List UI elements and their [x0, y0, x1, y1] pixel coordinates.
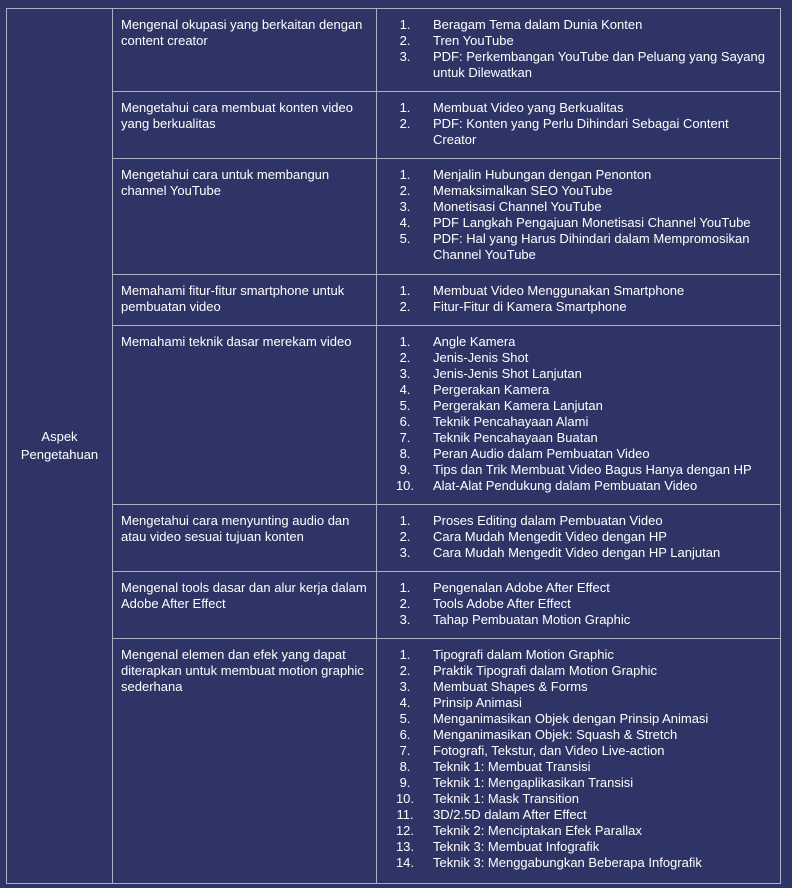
list-item-text: Peran Audio dalam Pembuatan Video — [433, 446, 650, 461]
list-item-text: Menganimasikan Objek: Squash & Stretch — [433, 727, 678, 742]
list-item-text: Menganimasikan Objek dengan Prinsip Animasi — [433, 711, 709, 726]
list-item-text: Tren YouTube — [433, 33, 514, 48]
list-item — [377, 823, 770, 839]
list-item — [377, 612, 770, 628]
table-row — [7, 275, 781, 326]
list-item — [377, 116, 770, 148]
list-item — [377, 679, 770, 695]
list-item-number: 5. — [399, 711, 411, 726]
table-row — [7, 326, 781, 505]
list-item — [377, 231, 770, 263]
list-item-number: 1. — [399, 334, 411, 349]
table-row — [7, 572, 781, 639]
list-item — [377, 49, 770, 81]
list-item-text: Teknik 2: Menciptakan Efek Parallax — [433, 823, 642, 838]
list-item-number: 1. — [399, 100, 411, 115]
list-item — [377, 839, 770, 855]
list-item-text: Teknik 3: Membuat Infografik — [433, 839, 600, 854]
list-item-number: 14. — [395, 855, 415, 870]
aspect-label: Aspek Pengetahuan — [20, 429, 99, 462]
list-item — [377, 167, 770, 183]
syllabus-table — [6, 8, 781, 884]
list-item-number: 9. — [399, 462, 411, 477]
list-item — [377, 580, 770, 596]
list-item-number: 3. — [399, 545, 411, 560]
list-item-text: Proses Editing dalam Pembuatan Video — [433, 513, 663, 528]
list-item-number: 2. — [399, 529, 411, 544]
list-item — [377, 33, 770, 49]
list-item-text: Jenis-Jenis Shot — [433, 350, 529, 365]
list-item-number: 4. — [399, 382, 411, 397]
list-item-text: 3D/2.5D dalam After Effect — [433, 807, 587, 822]
list-item-text: Angle Kamera — [433, 334, 516, 349]
aspect-cell — [7, 9, 113, 884]
list-item-text: Fotografi, Tekstur, dan Video Live-action — [433, 743, 665, 758]
materials-cell — [377, 92, 781, 159]
list-item — [377, 199, 770, 215]
materials-cell — [377, 9, 781, 92]
list-item-text: Praktik Tipografi dalam Motion Graphic — [433, 663, 657, 678]
list-item-number: 3. — [399, 612, 411, 627]
table-row — [7, 159, 781, 275]
objective-cell: Mengetahui cara untuk membangun channel YouTube — [113, 159, 377, 275]
list-item-text: Teknik Pencahayaan Buatan — [433, 430, 598, 445]
table-row — [7, 505, 781, 572]
list-item — [377, 596, 770, 612]
list-item — [377, 663, 770, 679]
list-item-number: 6. — [399, 414, 411, 429]
list-item-number: 2. — [399, 116, 411, 131]
list-item-text: Tahap Pembuatan Motion Graphic — [433, 612, 631, 627]
list-item — [377, 743, 770, 759]
list-item — [377, 334, 770, 350]
list-item — [377, 283, 770, 299]
list-item — [377, 215, 770, 231]
materials-cell — [377, 572, 781, 639]
materials-cell — [377, 326, 781, 505]
list-item — [377, 759, 770, 775]
list-item-number: 4. — [399, 695, 411, 710]
list-item-number: 1. — [399, 513, 411, 528]
list-item-text: Prinsip Animasi — [433, 695, 522, 710]
list-item-text: Membuat Video yang Berkualitas — [433, 100, 624, 115]
list-item-number: 2. — [399, 350, 411, 365]
list-item-number: 13. — [395, 839, 415, 854]
list-item-number: 11. — [396, 807, 414, 822]
list-item-number: 6. — [399, 727, 411, 742]
list-item — [377, 414, 770, 430]
list-item-text: Pergerakan Kamera — [433, 382, 550, 397]
list-item-number: 1. — [399, 647, 411, 662]
list-item-number: 9. — [399, 775, 411, 790]
table-row — [7, 9, 781, 92]
objective-cell: Memahami teknik dasar merekam video — [113, 326, 377, 505]
list-item-text: Fitur-Fitur di Kamera Smartphone — [433, 299, 627, 314]
list-item — [377, 462, 770, 478]
table-row — [7, 639, 781, 884]
list-item-text: Pergerakan Kamera Lanjutan — [433, 398, 603, 413]
objective-cell: Mengenal okupasi yang berkaitan dengan content creator — [113, 9, 377, 92]
list-item-number: 2. — [399, 33, 411, 48]
list-item — [377, 17, 770, 33]
list-item-number: 4. — [399, 215, 411, 230]
list-item — [377, 711, 770, 727]
list-item-number: 2. — [399, 183, 411, 198]
list-item-text: Cara Mudah Mengedit Video dengan HP Lanjutan — [433, 545, 721, 560]
list-item-text: Alat-Alat Pendukung dalam Pembuatan Video — [433, 478, 698, 493]
list-item-number: 1. — [399, 17, 411, 32]
list-item-text: Teknik 1: Mengaplikasikan Transisi — [433, 775, 634, 790]
list-item — [377, 398, 770, 414]
list-item — [377, 529, 770, 545]
list-item — [377, 350, 770, 366]
materials-cell — [377, 505, 781, 572]
syllabus-body — [7, 9, 781, 884]
objective-cell: Mengetahui cara menyunting audio dan atau video sesuai tujuan konten — [113, 505, 377, 572]
list-item-text: Memaksimalkan SEO YouTube — [433, 183, 613, 198]
list-item-number: 7. — [399, 430, 411, 445]
list-item — [377, 366, 770, 382]
objective-cell: Memahami fitur-fitur smartphone untuk pembuatan video — [113, 275, 377, 326]
list-item-number: 1. — [399, 167, 411, 182]
list-item-text: Membuat Shapes & Forms — [433, 679, 588, 694]
list-item-text: Beragam Tema dalam Dunia Konten — [433, 17, 643, 32]
list-item-text: Membuat Video Menggunakan Smartphone — [433, 283, 685, 298]
list-item-number: 5. — [399, 231, 411, 246]
list-item — [377, 299, 770, 315]
list-item — [377, 791, 770, 807]
list-item-text: Tipografi dalam Motion Graphic — [433, 647, 614, 662]
list-item-number: 8. — [399, 759, 411, 774]
list-item-text: PDF Langkah Pengajuan Monetisasi Channel YouTube — [433, 215, 751, 230]
list-item — [377, 446, 770, 462]
list-item-text: Menjalin Hubungan dengan Penonton — [433, 167, 652, 182]
list-item — [377, 647, 770, 663]
list-item-number: 10. — [395, 478, 415, 493]
list-item-text: Tools Adobe After Effect — [433, 596, 571, 611]
materials-cell — [377, 639, 781, 884]
list-item — [377, 807, 770, 823]
list-item — [377, 513, 770, 529]
list-item-text: PDF: Konten yang Perlu Dihindari Sebagai Content Creator — [433, 116, 729, 147]
list-item — [377, 478, 770, 494]
list-item-number: 3. — [399, 366, 411, 381]
list-item-text: Teknik Pencahayaan Alami — [433, 414, 589, 429]
list-item-text: Teknik 1: Mask Transition — [433, 791, 579, 806]
list-item-number: 3. — [399, 199, 411, 214]
list-item — [377, 855, 770, 871]
list-item — [377, 775, 770, 791]
list-item-number: 2. — [399, 596, 411, 611]
objective-cell: Mengenal tools dasar dan alur kerja dalam Adobe After Effect — [113, 572, 377, 639]
list-item-number: 10. — [395, 791, 415, 806]
table-row — [7, 92, 781, 159]
materials-cell — [377, 159, 781, 275]
list-item-text: PDF: Perkembangan YouTube dan Peluang yang Sayang untuk Dilewatkan — [433, 49, 765, 80]
objective-cell: Mengenal elemen dan efek yang dapat diterapkan untuk membuat motion graphic sederhana — [113, 639, 377, 884]
list-item — [377, 695, 770, 711]
objective-cell: Mengetahui cara membuat konten video yang berkualitas — [113, 92, 377, 159]
list-item-number: 7. — [399, 743, 411, 758]
list-item-text: Cara Mudah Mengedit Video dengan HP — [433, 529, 667, 544]
list-item — [377, 382, 770, 398]
list-item-text: Teknik 1: Membuat Transisi — [433, 759, 591, 774]
list-item-number: 1. — [399, 580, 411, 595]
list-item — [377, 545, 770, 561]
list-item — [377, 430, 770, 446]
list-item-number: 1. — [399, 283, 411, 298]
list-item — [377, 727, 770, 743]
list-item-text: Jenis-Jenis Shot Lanjutan — [433, 366, 582, 381]
list-item-number: 2. — [399, 299, 411, 314]
list-item-text: PDF: Hal yang Harus Dihindari dalam Mempromosikan Channel YouTube — [433, 231, 750, 262]
list-item-number: 12. — [395, 823, 415, 838]
list-item — [377, 183, 770, 199]
materials-cell — [377, 275, 781, 326]
list-item-text: Pengenalan Adobe After Effect — [433, 580, 610, 595]
list-item-number: 3. — [399, 679, 411, 694]
list-item-number: 2. — [399, 663, 411, 678]
list-item-number: 5. — [399, 398, 411, 413]
list-item-text: Tips dan Trik Membuat Video Bagus Hanya dengan HP — [433, 462, 752, 477]
list-item-text: Monetisasi Channel YouTube — [433, 199, 602, 214]
list-item-text: Teknik 3: Menggabungkan Beberapa Infografik — [433, 855, 702, 870]
list-item-number: 3. — [399, 49, 411, 64]
list-item-number: 8. — [399, 446, 411, 461]
list-item — [377, 100, 770, 116]
